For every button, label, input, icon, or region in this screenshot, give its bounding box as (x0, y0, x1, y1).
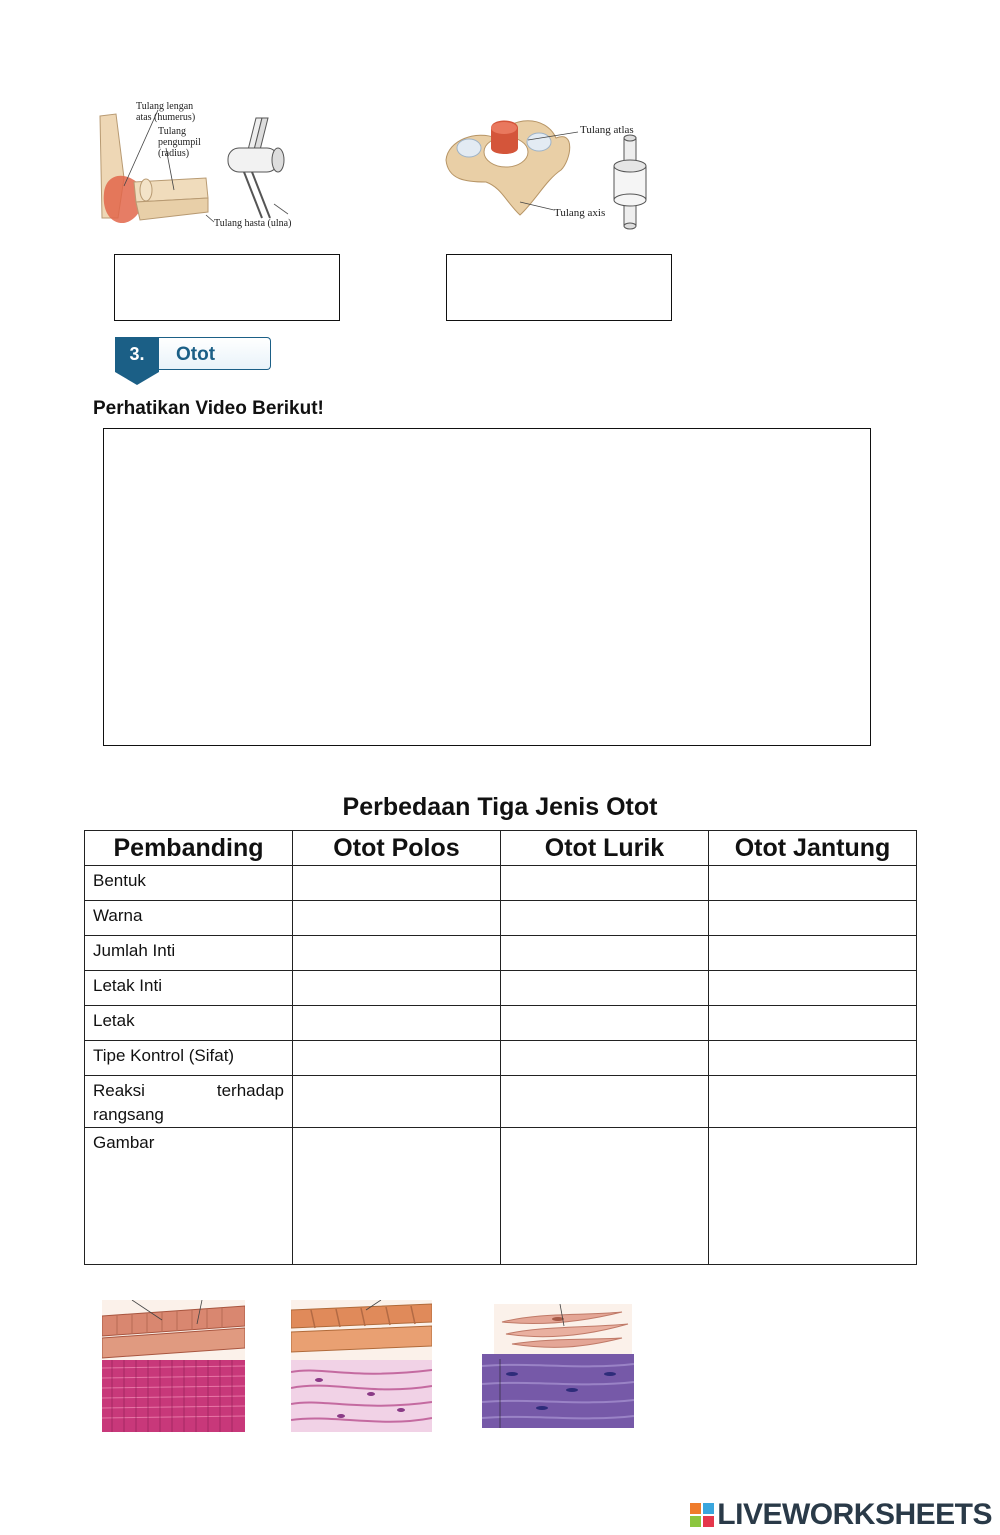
answer-cell[interactable] (501, 936, 709, 971)
row-label-warna: Warna (85, 901, 293, 936)
answer-cell[interactable] (709, 1076, 917, 1128)
cardiac-muscle-image[interactable] (291, 1300, 432, 1432)
label-atlas: Tulang atlas (580, 124, 634, 136)
label-humerus-2: atas (humerus) (136, 112, 196, 123)
liveworksheets-brand (690, 1497, 992, 1533)
answer-cell[interactable] (293, 936, 501, 971)
label-ulna: Tulang hasta (ulna) (214, 218, 292, 229)
table-row (85, 1128, 917, 1265)
pivot-joint-figure (436, 110, 676, 232)
answer-box-hinge[interactable] (114, 254, 340, 321)
answer-cell[interactable] (293, 1076, 501, 1128)
label-humerus-1: Tulang lengan (136, 101, 194, 112)
row-label-tipe-kontrol: Tipe Kontrol (Sifat) (85, 1041, 293, 1076)
label-radius-3: (radius) (158, 148, 190, 159)
table-header-row (85, 831, 917, 866)
table-row (85, 1006, 917, 1041)
answer-cell[interactable] (709, 866, 917, 901)
answer-cell[interactable] (709, 1006, 917, 1041)
answer-cell[interactable] (293, 1006, 501, 1041)
table-title: Perbedaan Tiga Jenis Otot (342, 793, 658, 821)
video-instruction: Perhatikan Video Berikut! (93, 398, 324, 419)
drop-cell[interactable] (709, 1128, 917, 1265)
answer-cell[interactable] (709, 936, 917, 971)
section-title: Otot (159, 337, 271, 370)
answer-cell[interactable] (501, 901, 709, 936)
header-pembanding: Pembanding (85, 831, 293, 866)
answer-cell[interactable] (501, 971, 709, 1006)
table-row (85, 1041, 917, 1076)
answer-cell[interactable] (293, 901, 501, 936)
answer-box-pivot[interactable] (446, 254, 672, 321)
answer-cell[interactable] (501, 1041, 709, 1076)
label-axis: Tulang axis (554, 207, 606, 219)
drop-cell[interactable] (501, 1128, 709, 1265)
header-otot-jantung: Otot Jantung (709, 831, 917, 866)
elbow-joint-illustration (96, 98, 306, 233)
answer-cell[interactable] (709, 1041, 917, 1076)
row-label-letak-inti: Letak Inti (85, 971, 293, 1006)
answer-cell[interactable] (501, 1076, 709, 1128)
skeletal-muscle-illustration (102, 1300, 245, 1432)
table-row (85, 866, 917, 901)
liveworksheets-logo-icon (690, 1503, 714, 1527)
brand-text: LIVEWORKSHEETS (717, 1498, 992, 1531)
video-frame[interactable] (103, 428, 871, 746)
row-label-jumlah-inti: Jumlah Inti (85, 936, 293, 971)
row-label-bentuk: Bentuk (85, 866, 293, 901)
answer-cell[interactable] (501, 866, 709, 901)
header-otot-lurik: Otot Lurik (501, 831, 709, 866)
section-badge (115, 337, 273, 372)
answer-cell[interactable] (293, 1041, 501, 1076)
label-radius-1: Tulang (158, 126, 186, 137)
section-number: 3. (115, 337, 159, 372)
row-label-letak: Letak (85, 1006, 293, 1041)
answer-cell[interactable] (709, 971, 917, 1006)
answer-cell[interactable] (501, 1006, 709, 1041)
table-row (85, 971, 917, 1006)
smooth-muscle-illustration (482, 1304, 634, 1428)
smooth-muscle-image[interactable] (482, 1304, 634, 1428)
badge-tail (115, 372, 159, 385)
drop-cell[interactable] (293, 1128, 501, 1265)
table-row (85, 1076, 917, 1128)
cardiac-muscle-illustration (291, 1300, 432, 1432)
elbow-joint-figure (96, 98, 306, 233)
table-row (85, 936, 917, 971)
table-row (85, 901, 917, 936)
answer-cell[interactable] (709, 901, 917, 936)
comparison-table (84, 830, 917, 1265)
answer-cell[interactable] (293, 971, 501, 1006)
row-label-gambar: Gambar (85, 1128, 293, 1265)
row-label-reaksi: Reaksi terhadap rangsang (85, 1076, 293, 1128)
header-otot-polos: Otot Polos (293, 831, 501, 866)
label-radius-2: pengumpil (158, 137, 201, 148)
answer-cell[interactable] (293, 866, 501, 901)
skeletal-muscle-image[interactable] (102, 1300, 245, 1432)
